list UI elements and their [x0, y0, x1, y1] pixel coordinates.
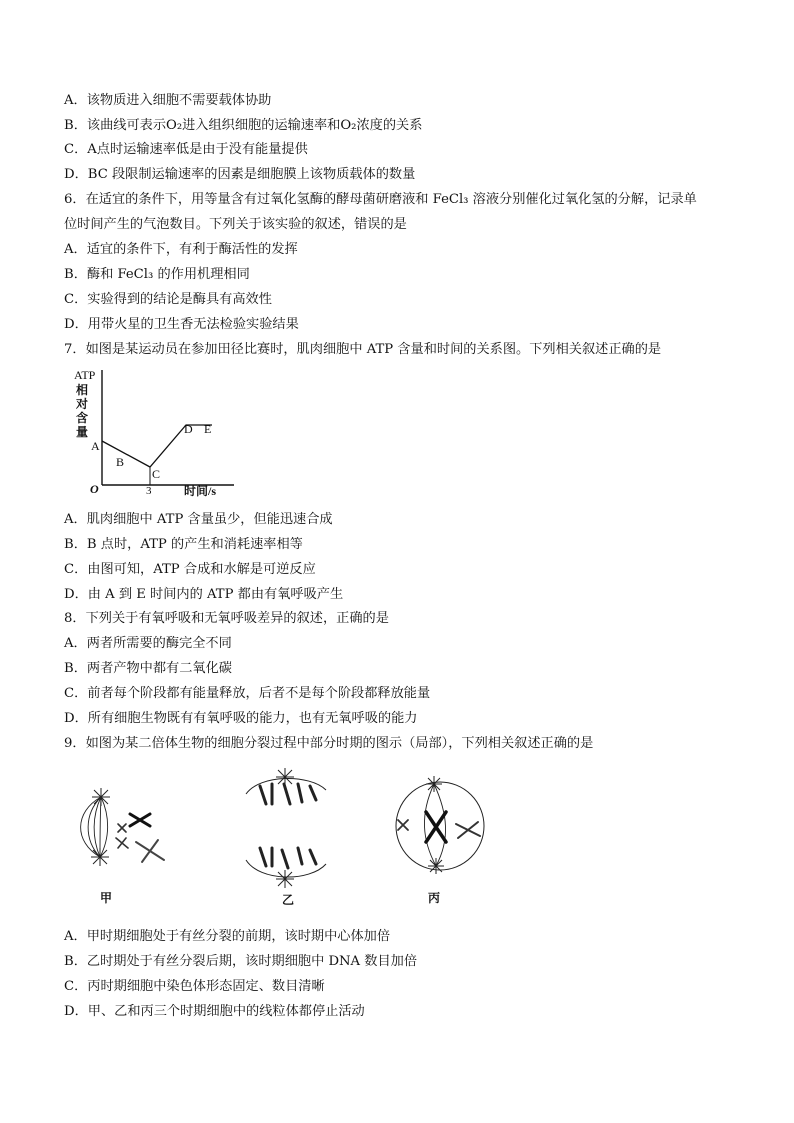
- chromosome-jia-2: [118, 824, 126, 832]
- q9-option-b: B．乙时期处于有丝分裂后期，该时期细胞中 DNA 数目加倍: [64, 954, 418, 969]
- cell-label-bing: 丙: [428, 891, 441, 905]
- graph-point-label-a: A: [91, 439, 100, 453]
- q9-option-a: A．甲时期细胞处于有丝分裂的前期，该时期中心体加倍: [64, 929, 391, 944]
- chromosome-jia-1: [130, 814, 150, 826]
- cell-yi: [246, 768, 326, 907]
- q6-stem-line-2: 位时间产生的气泡数目。下列关于该实验的叙述，错误的是: [64, 217, 407, 232]
- q5-option-a: A．该物质进入细胞不需要载体协助: [64, 93, 272, 108]
- q5-option-b: B．该曲线可表示O₂进入组织细胞的运输速率和O₂浓度的关系: [64, 118, 423, 133]
- q6-option-b: B．酶和 FeCl₃ 的作用机理相同: [64, 267, 250, 282]
- q8-option-d: D．所有细胞生物既有有氧呼吸的能力，也有无氧呼吸的能力: [64, 711, 418, 726]
- q6-option-c: C．实验得到的结论是酶具有高效性: [64, 292, 272, 307]
- q6-option-a: A．适宜的条件下，有利于酶活性的发挥: [64, 242, 298, 257]
- spindle-fibers-jia: [81, 797, 108, 857]
- graph-origin-label: O: [90, 482, 99, 496]
- q6-option-d: D．用带火星的卫生香无法检验实验结果: [64, 317, 299, 332]
- chromosome-jia-3: [116, 838, 128, 848]
- q8-option-c: C．前者每个阶段都有能量释放，后者不是每个阶段都释放能量: [64, 686, 431, 701]
- centrosome-bottom-yi: [276, 870, 294, 888]
- graph-point-label-d: D: [184, 422, 193, 436]
- q7-stem: 7．如图是某运动员在参加田径比赛时，肌肉细胞中 ATP 含量和时间的关系图。下列相关叙述正确的是: [64, 342, 662, 357]
- graph-x-label: 时间/s: [184, 484, 217, 498]
- cell-label-jia: 甲: [100, 891, 113, 905]
- graph-y-label-char-1: 相: [76, 383, 89, 397]
- q8-stem: 8．下列关于有氧呼吸和无氧呼吸差异的叙述，正确的是: [64, 611, 389, 626]
- q5-option-d: D．BC 段限制运输速率的因素是细胞膜上该物质载体的数量: [64, 167, 416, 182]
- graph-y-label-char-2: 对: [76, 397, 89, 411]
- graph-point-label-b: B: [116, 455, 125, 469]
- chromosomes-center-bing: [426, 812, 446, 842]
- chromosomes-bottom-yi: [260, 848, 316, 868]
- graph-y-label-char-3: 含: [76, 411, 89, 425]
- q7-option-a: A．肌肉细胞中 ATP 含量虽少，但能迅速合成: [64, 512, 333, 527]
- cell-label-yi: 乙: [282, 893, 295, 907]
- chromosome-jia-4: [136, 840, 164, 862]
- q9-option-c: C．丙时期细胞中染色体形态固定、数目清晰: [64, 979, 325, 994]
- q7-option-d: D．由 A 到 E 时间内的 ATP 都由有氧呼吸产生: [64, 587, 344, 602]
- graph-y-label-atp: ATP: [74, 368, 96, 382]
- q9-option-d: D．甲、乙和丙三个时期细胞中的线粒体都停止活动: [64, 1004, 365, 1019]
- q6-stem-line-1: 6．在适宜的条件下，用等量含有过氧化氢酶的酵母菌研磨液和 FeCl₃ 溶液分别催化过氧化氢的分解，记录单: [64, 192, 697, 207]
- q9-stem: 9．如图为某二倍体生物的细胞分裂过程中部分时期的图示（局部），下列相关叙述正确的是: [64, 736, 594, 751]
- q5-option-c: C．A点时运输速率低是由于没有能量提供: [64, 142, 308, 157]
- cell-division-figure: [60, 764, 520, 914]
- atp-graph: [66, 364, 256, 504]
- graph-x-tick-label: 3: [146, 485, 152, 497]
- cell-bing: [396, 776, 484, 905]
- graph-point-label-e: E: [204, 422, 212, 436]
- q7-option-b: B．B 点时，ATP 的产生和消耗速率相等: [64, 537, 303, 552]
- chromosome-right-bing: [456, 822, 480, 838]
- chromosomes-top-yi: [260, 784, 316, 804]
- chromosome-left-bing: [398, 820, 408, 830]
- q8-option-b: B．两者产物中都有二氧化碳: [64, 661, 232, 676]
- q7-option-c: C．由图可知，ATP 合成和水解是可逆反应: [64, 562, 316, 577]
- graph-point-label-c: C: [152, 467, 161, 481]
- cell-jia: [81, 788, 164, 905]
- q8-option-a: A．两者所需要的酶完全不同: [64, 636, 232, 651]
- graph-y-label-char-4: 量: [76, 425, 89, 439]
